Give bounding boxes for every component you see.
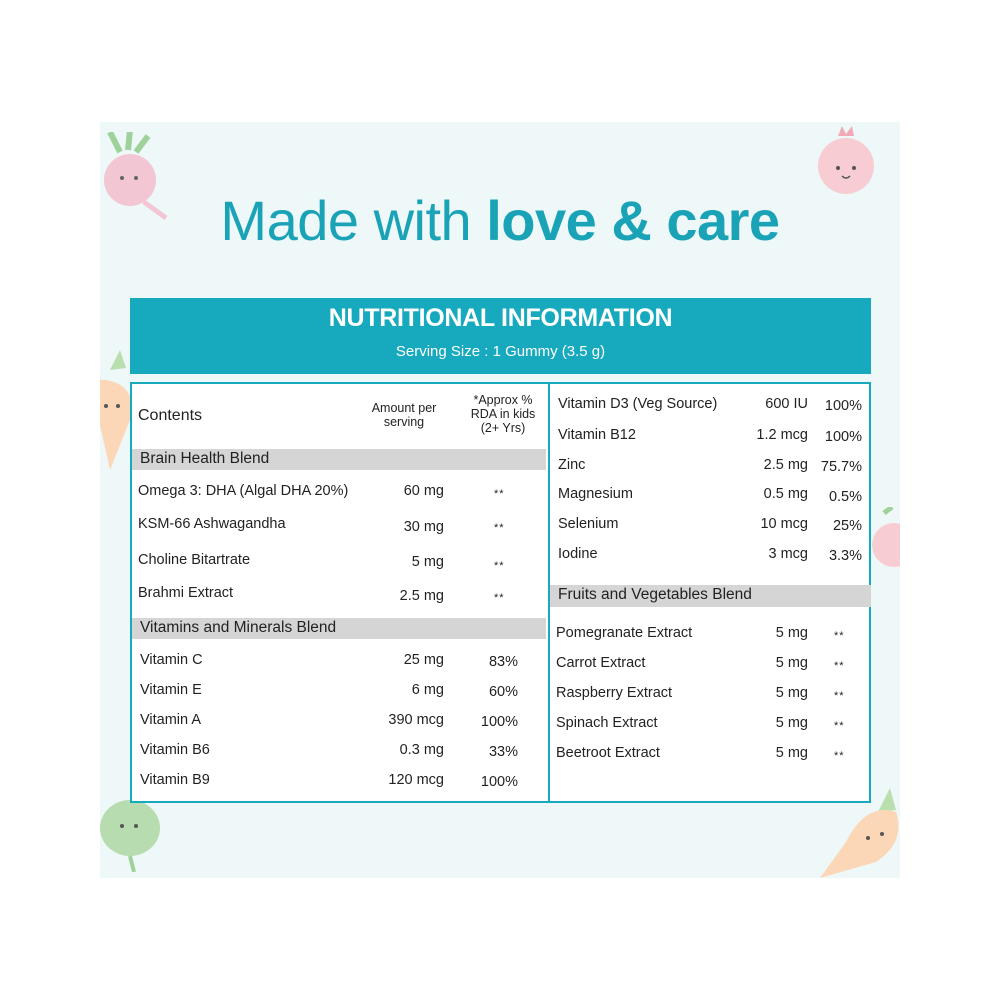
- headline: [0, 188, 1000, 253]
- nutrient-amount: 10 mcg: [760, 516, 808, 532]
- beetroot-icon: [870, 507, 900, 577]
- nutrient-amount: 60 mg: [403, 483, 444, 499]
- nutrient-name: Zinc: [558, 457, 586, 473]
- nutrient-name: Raspberry Extract: [556, 685, 673, 701]
- nutrient-name: Pomegranate Extract: [556, 625, 693, 641]
- nutrition-banner: [130, 298, 871, 374]
- banner-title: NUTRITIONAL INFORMATION: [328, 304, 673, 332]
- nutrient-rda: 83%: [488, 654, 518, 670]
- nutrient-amount: 5 mg: [775, 715, 808, 731]
- nutrient-rda: **: [494, 592, 505, 604]
- nutrient-rda: **: [834, 750, 845, 762]
- nutrient-amount: 0.5 mg: [763, 486, 808, 502]
- nutrient-rda: 100%: [480, 714, 518, 730]
- nutrient-rda: **: [834, 660, 845, 672]
- nutrient-amount: 6 mg: [411, 682, 444, 698]
- nutrient-name: Omega 3: DHA (Algal DHA 20%): [138, 483, 349, 499]
- nutrient-rda: 100%: [824, 398, 862, 414]
- nutrient-name: Iodine: [558, 546, 598, 562]
- section-band: Brain Health Blend: [132, 449, 546, 470]
- nutrient-amount: 2.5 mg: [399, 588, 444, 604]
- nutrient-amount: 30 mg: [403, 519, 444, 535]
- header-amount: Amount per serving: [371, 401, 437, 429]
- nutrient-amount: 600 IU: [765, 396, 808, 412]
- nutrient-rda: 3.3%: [828, 548, 862, 564]
- nutrient-amount: 2.5 mg: [763, 457, 808, 473]
- nutrient-rda: **: [494, 560, 505, 572]
- nutrient-name: Carrot Extract: [556, 655, 646, 671]
- nutrient-amount: 5 mg: [411, 554, 444, 570]
- nutrient-name: Beetroot Extract: [556, 745, 660, 761]
- nutrient-rda: **: [494, 522, 505, 534]
- nutrition-table: [130, 382, 871, 803]
- header-contents: Contents: [138, 407, 203, 424]
- nutrient-amount: 25 mg: [403, 652, 444, 668]
- nutrient-name: Selenium: [558, 516, 619, 532]
- nutrient-name: Vitamin B6: [140, 742, 210, 758]
- nutrient-amount: 5 mg: [775, 655, 808, 671]
- serving-size: Serving Size : 1 Gummy (3.5 g): [395, 343, 606, 360]
- nutrient-amount: 5 mg: [775, 745, 808, 761]
- nutrient-amount: 0.3 mg: [399, 742, 444, 758]
- nutrient-name: Vitamin D3 (Veg Source): [558, 396, 718, 412]
- nutrient-name: Spinach Extract: [556, 715, 658, 731]
- nutrient-rda: 25%: [832, 518, 862, 534]
- nutrient-rda: 33%: [488, 744, 518, 760]
- headline-bold: love & care: [486, 189, 780, 252]
- nutrient-rda: 60%: [488, 684, 518, 700]
- spinach-icon: [100, 792, 170, 872]
- nutrient-rda: **: [494, 488, 505, 500]
- nutrient-amount: 390 mcg: [388, 712, 444, 728]
- nutrient-rda: **: [834, 690, 845, 702]
- nutrient-amount: 1.2 mcg: [756, 427, 808, 443]
- nutrient-name: KSM-66 Ashwagandha: [138, 516, 286, 532]
- nutrient-name: Magnesium: [558, 486, 633, 502]
- nutrient-name: Vitamin C: [140, 652, 203, 668]
- nutrient-rda: 100%: [824, 429, 862, 445]
- nutrient-name: Vitamin B9: [140, 772, 210, 788]
- nutrient-name: Vitamin E: [140, 682, 202, 698]
- nutrient-rda: **: [834, 720, 845, 732]
- nutrient-rda: 0.5%: [828, 489, 862, 505]
- nutrient-rda: 100%: [480, 774, 518, 790]
- header-rda: *Approx % RDA in kids (2+ Yrs): [470, 393, 536, 435]
- nutrient-name: Brahmi Extract: [138, 585, 234, 601]
- section-band: Vitamins and Minerals Blend: [132, 618, 546, 639]
- nutrient-amount: 5 mg: [775, 685, 808, 701]
- nutrient-rda: **: [834, 630, 845, 642]
- nutrient-amount: 3 mcg: [768, 546, 808, 562]
- nutrient-name: Choline Bitartrate: [138, 552, 251, 568]
- nutrient-name: Vitamin A: [140, 712, 201, 728]
- nutrient-rda: 75.7%: [820, 459, 862, 475]
- headline-regular: Made with: [220, 189, 487, 252]
- nutrient-amount: 120 mcg: [388, 772, 444, 788]
- section-band: Fruits and Vegetables Blend: [550, 585, 871, 607]
- nutrient-name: Vitamin B12: [558, 427, 636, 443]
- nutrient-amount: 5 mg: [775, 625, 808, 641]
